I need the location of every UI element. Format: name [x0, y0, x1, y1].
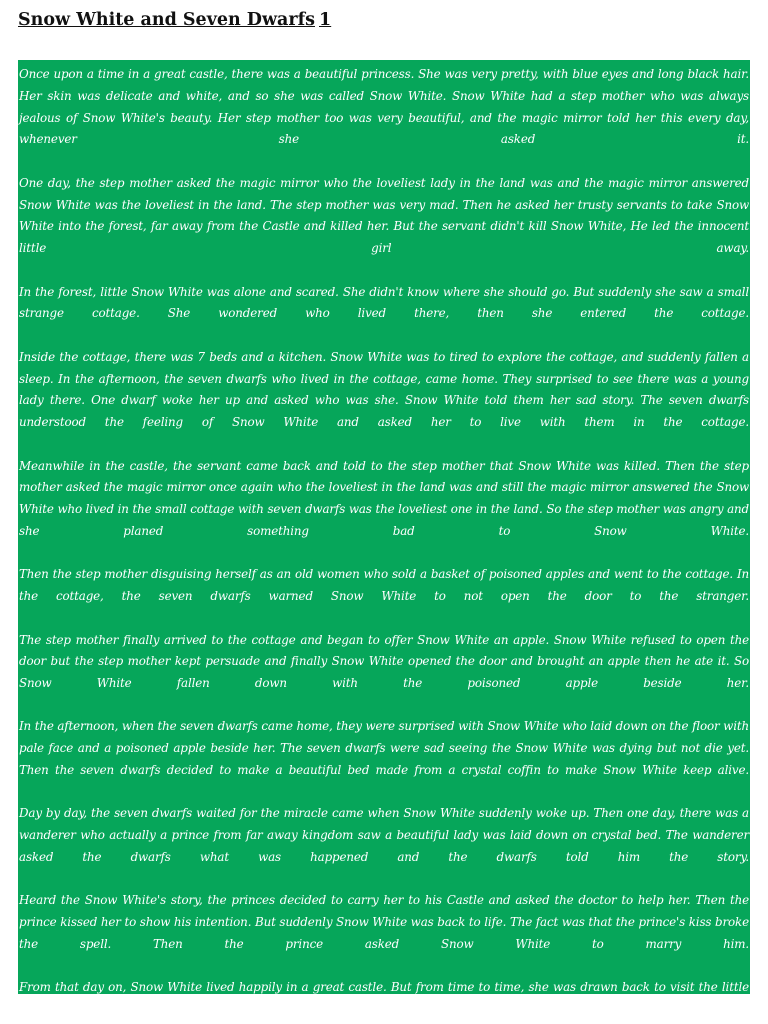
- paragraph-8: In the afternoon, when the seven dwarfs came home, they were surprised with Snow White who laid down on the floor with pale face and a poisoned apple beside her. The seven dwarfs were sad seeing the Snow White was dying but not die yet. Then the seven dwarfs decided to make a beautiful bed made from a crystal coffin to make Snow White keep alive.: [19, 719, 749, 778]
- paragraph-5: Meanwhile in the castle, the servant came back and told to the step mother that Snow White was killed. Then the step mother asked the magic mirror once again who the loveliest in the land was and still the magic mirror answered the Snow White who lived in the small cottage with seven dwarfs was the loveliest one in the land. So the step mother was angry and she planed something bad to Snow White.: [19, 458, 749, 538]
- paragraph-3: In the forest, little Snow White was alone and scared. She didn't know where she should go. But suddenly she saw a small strange cottage. She wondered who lived there, then she entered the cottage.: [19, 284, 749, 321]
- highlighted-story-text: [18, 60, 750, 1017]
- paragraph-9: Day by day, the seven dwarfs waited for the miracle came when Snow White suddenly woke up. Then one day, there was a wanderer who actually a prince from far away kingdom saw a beautiful lady was laid down on crystal bed. The wanderer asked the dwarfs what was happened and the dwarfs told him the story.: [19, 806, 749, 865]
- paragraph-4: Inside the cottage, there was 7 beds and a kitchen. Snow White was to tired to explore the cottage, and suddenly fallen a sleep. In the afternoon, the seven dwarfs who lived in the cottage, came home. They surprised to see there was a young lady there. One dwarf woke her up and asked who was she. Snow White told them her sad story. The seven dwarfs understood the feeling of Snow White and asked her to live with them in the cottage.: [19, 349, 749, 430]
- footnote-reference[interactable]: 1: [319, 10, 332, 30]
- paragraph-1: Once upon a time in a great castle, there was a beautiful princess. She was very pretty, with blue eyes and long black hair. Her skin was delicate and white, and so she was called Snow White. Snow White had a step mother who was always jealous of Snow White's beauty. Her step mother too was very beautiful, and the magic mirror told her this every day, whenever she asked it.: [19, 67, 749, 147]
- paragraph-7: The step mother finally arrived to the cottage and began to offer Snow White an apple. Snow White refused to open the door but the step mother kept persuade and finally Snow White opened the door and brought an apple then he ate it. So Snow White fallen down with the poisoned apple beside her.: [19, 632, 749, 691]
- paragraph-11: From that day on, Snow White lived happily in a great castle. But from time to time, she was drawn back to visit the little cottage down in the forest.: [19, 980, 749, 1017]
- paragraph-10: Heard the Snow White's story, the princes decided to carry her to his Castle and asked the doctor to help her. Then the prince kissed her to show his intention. But suddenly Snow White was back to life. The fact was that the prince's kiss broke the spell. Then the prince asked Snow White to marry him.: [19, 893, 749, 952]
- paragraph-6: Then the step mother disguising herself as an old women who sold a basket of poisoned apples and went to the cottage. In the cottage, the seven dwarfs warned Snow White to not open the door to the stranger.: [19, 567, 749, 604]
- document-heading: [18, 8, 750, 32]
- paragraph-2: One day, the step mother asked the magic mirror who the loveliest lady in the land was and the magic mirror answered Snow White was the loveliest in the land. The step mother was very mad. Then he asked her trusty servants to take Snow White into the forest, far away from the Castle and killed her. But the servant didn't kill Snow White, He led the innocent little girl away.: [19, 175, 749, 256]
- document-title: Snow White and Seven Dwarfs: [18, 10, 315, 30]
